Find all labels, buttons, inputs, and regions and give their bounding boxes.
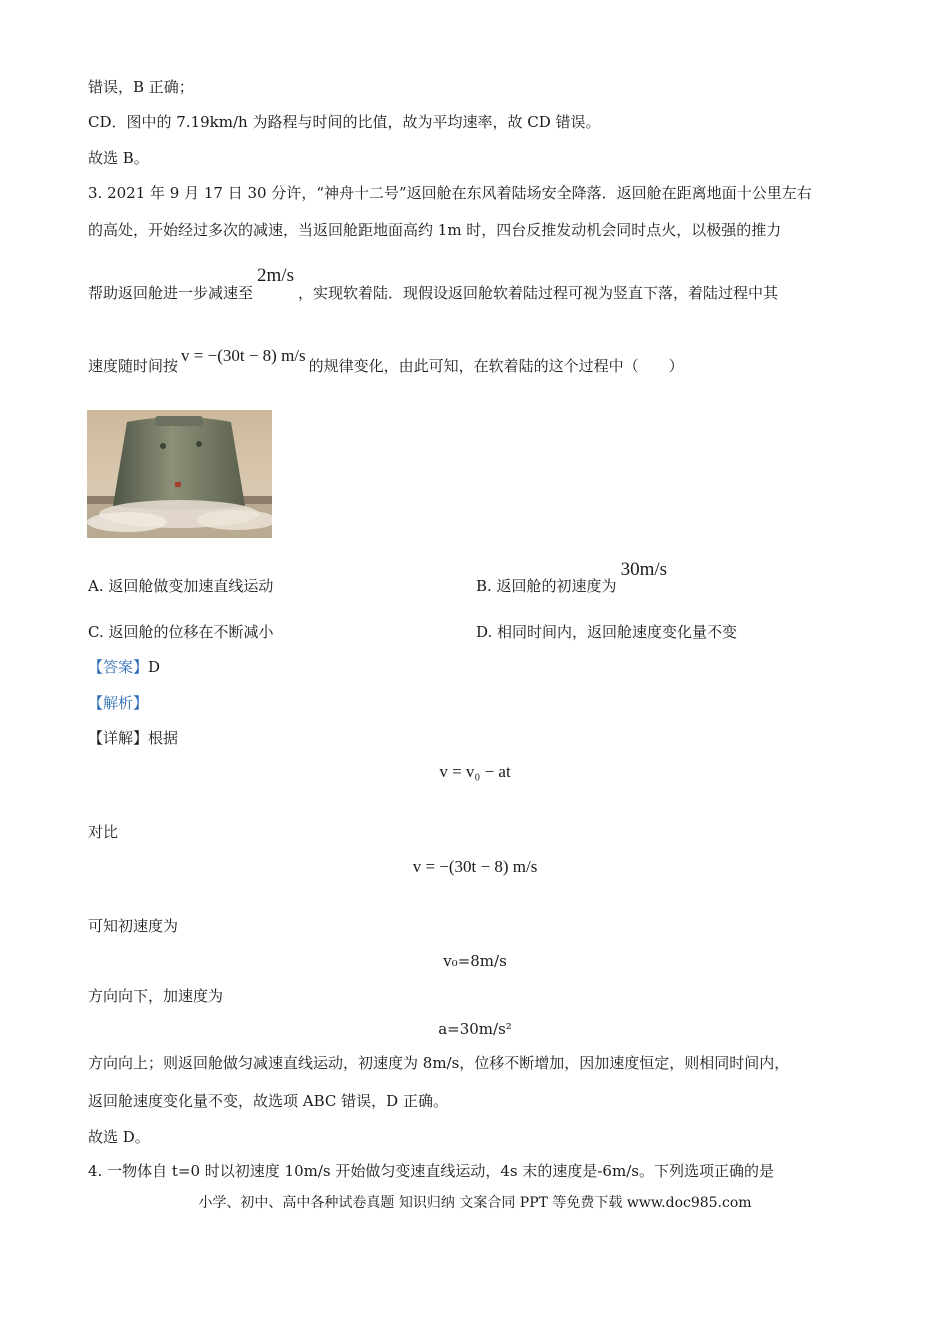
- text-segment: 速度随时间按: [88, 357, 179, 375]
- formula-general: v = v₀ − at: [439, 762, 511, 781]
- analysis-label-text: 【解析】: [88, 694, 149, 712]
- detail-text: 根据: [148, 729, 179, 747]
- text-segment: 的规律变化，由此可知，在软着陆的这个过程中（ ）: [308, 357, 684, 375]
- speed-formula: 2m/s: [257, 265, 294, 286]
- conclusion-text: 方向向上；则返回舱做匀减速直线运动，初速度为 8m/s，位移不断增加，因加速度恒定，则相同时间内，: [88, 1054, 790, 1072]
- return-capsule-image: [87, 410, 272, 538]
- text-segment: 帮助返回舱进一步减速至: [88, 284, 254, 302]
- page-footer: 小学、初中、高中各种试卷真题 知识归纳 文案合同 PPT 等免费下载 www.doc985.com: [198, 1195, 752, 1211]
- formula-specific: v = −(30t − 8) m/s: [412, 857, 538, 876]
- answer-line: [88, 657, 160, 677]
- option-b: [476, 559, 668, 596]
- acceleration-value: a=30m/s²: [438, 1020, 512, 1038]
- detail-line: [88, 728, 178, 748]
- answer-value: D: [148, 658, 161, 676]
- conclusion-text: 故选 D。: [88, 1128, 150, 1146]
- text-line: 方向向下，加速度为: [88, 987, 224, 1005]
- velocity-formula: v = −(30t − 8) m/s: [181, 346, 306, 365]
- question-3-text: [88, 346, 684, 376]
- analysis-label: [88, 693, 148, 713]
- option-c: C. 返回舱的位移在不断减小: [88, 623, 274, 641]
- question-3-text: 的高处，开始经过多次的减速，当返回舱距地面高约 1m 时，四台反推发动机会同时点火，以极强的推力: [88, 221, 782, 239]
- text-line: 错误，B 正确；: [88, 78, 194, 96]
- text-line: 可知初速度为: [88, 917, 179, 935]
- option-b-text: B. 返回舱的初速度为: [476, 577, 617, 595]
- question-3-text: [88, 265, 778, 303]
- text-line: 故选 B。: [88, 149, 149, 167]
- text-line: 对比: [88, 823, 119, 841]
- answer-label: 【答案】: [88, 658, 149, 676]
- option-b-formula: 30m/s: [620, 559, 668, 580]
- question-4-text: 4. 一物体自 t=0 时以初速度 10m/s 开始做匀变速直线运动，4s 末的速度是-6m/s。下列选项正确的是: [88, 1162, 774, 1180]
- option-a: A. 返回舱做变加速直线运动: [88, 577, 274, 595]
- conclusion-text: 返回舱速度变化量不变，故选项 ABC 错误，D 正确。: [88, 1092, 448, 1110]
- initial-velocity-value: v₀=8m/s: [443, 952, 507, 970]
- question-3-text: 3. 2021 年 9 月 17 日 30 分许，“神舟十二号”返回舱在东风着陆场安全降落．返回舱在距离地面十公里左右: [88, 184, 812, 202]
- option-d: D. 相同时间内，返回舱速度变化量不变: [476, 623, 738, 641]
- text-segment: ，实现软着陆．现假设返回舱软着陆过程可视为竖直下落，着陆过程中其: [297, 284, 778, 302]
- text-line: CD．图中的 7.19km/h 为路程与时间的比值，故为平均速率，故 CD 错误。: [88, 113, 601, 131]
- detail-label: 【详解】: [88, 729, 149, 747]
